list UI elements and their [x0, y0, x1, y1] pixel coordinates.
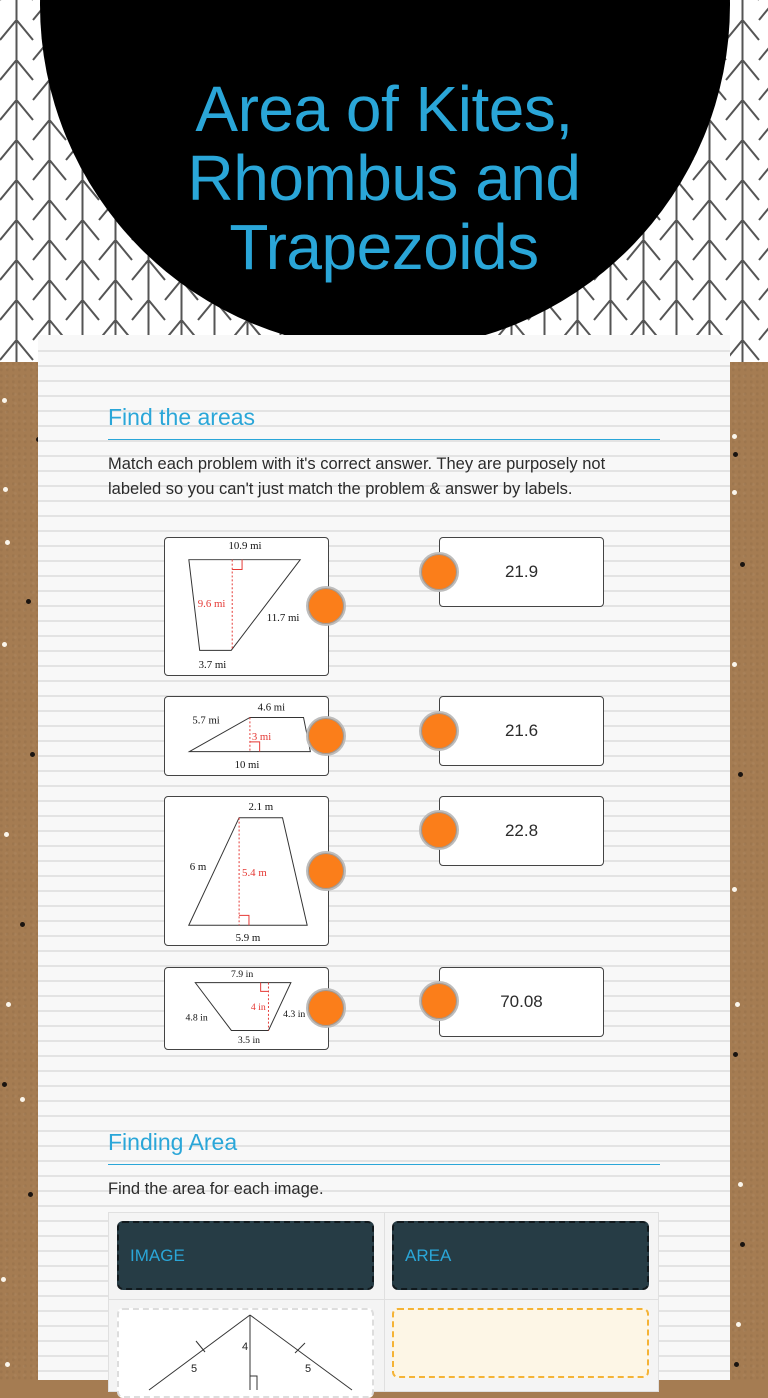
problem-card	[164, 537, 329, 676]
match-dot-answer-1[interactable]	[419, 552, 459, 592]
label-side: 6 m	[189, 861, 207, 874]
section-title-find-the-areas: Find the areas	[108, 403, 660, 440]
page-title	[0, 75, 768, 282]
label-bottom: 3.7 mi	[198, 659, 227, 672]
cork-pin-dot	[736, 1322, 741, 1327]
column-divider	[384, 1213, 385, 1391]
answer-card[interactable]	[439, 537, 604, 607]
answer-card[interactable]	[439, 967, 604, 1037]
cork-pin-dot	[732, 887, 737, 892]
label-right-side: 5	[305, 1363, 312, 1375]
answer-value: 21.6	[504, 721, 539, 740]
cork-pin-dot	[28, 1192, 33, 1197]
problem-card	[164, 967, 329, 1050]
image-cell	[117, 1308, 374, 1398]
column-header-image	[117, 1221, 374, 1290]
label-top: 4.6 mi	[257, 701, 286, 714]
label-side: 11.7 mi	[266, 611, 300, 624]
cork-pin-dot	[2, 642, 7, 647]
cork-pin-dot	[734, 1362, 739, 1367]
cork-pin-dot	[1, 1277, 6, 1282]
label-height: 5.4 m	[242, 866, 267, 879]
header-label: AREA	[405, 1245, 452, 1265]
label-height: 4 in	[250, 1001, 266, 1013]
label-height: 9.6 mi	[197, 597, 226, 610]
cork-pin-dot	[738, 1182, 743, 1187]
match-dot-problem-4[interactable]	[306, 988, 346, 1028]
label-bottom: 10 mi	[234, 759, 260, 772]
cork-pin-dot	[5, 540, 10, 545]
label-height: 4	[242, 1341, 249, 1353]
match-dot-problem-3[interactable]	[306, 851, 346, 891]
cork-pin-dot	[2, 1082, 7, 1087]
problem-card	[164, 696, 329, 776]
label-right: 4.3 in	[283, 1008, 306, 1020]
header-label: IMAGE	[130, 1245, 185, 1265]
match-dot-problem-2[interactable]	[306, 716, 346, 756]
section-description: Find the area for each image.	[108, 1180, 324, 1198]
answer-card[interactable]	[439, 796, 604, 866]
cork-pin-dot	[5, 1362, 10, 1367]
cork-pin-dot	[26, 599, 31, 604]
match-dot-answer-2[interactable]	[419, 711, 459, 751]
label-bottom: 5.9 m	[235, 932, 261, 945]
label-height: 3 mi	[251, 730, 272, 743]
title-line: Trapezoids	[229, 211, 539, 283]
image-area-table	[108, 1212, 659, 1392]
row-divider	[109, 1299, 658, 1300]
cork-pin-dot	[732, 662, 737, 667]
cork-pin-dot	[20, 1097, 25, 1102]
cork-pin-dot	[732, 434, 737, 439]
worksheet-paper	[38, 335, 730, 1380]
match-dot-answer-3[interactable]	[419, 810, 459, 850]
section-description: Match each problem with it's correct answer. They are purposely not labeled so you can't just match the problem & answer by labels.	[108, 455, 606, 498]
trapezoid-diagram	[165, 538, 328, 675]
cork-pin-dot	[3, 487, 8, 492]
cork-pin-dot	[2, 398, 7, 403]
trapezoid-diagram	[165, 697, 328, 775]
answer-value: 70.08	[500, 992, 543, 1011]
answer-card[interactable]	[439, 696, 604, 766]
cork-pin-dot	[6, 1002, 11, 1007]
label-left-side: 5	[191, 1363, 198, 1375]
match-dot-problem-1[interactable]	[306, 586, 346, 626]
cork-pin-dot	[4, 832, 9, 837]
title-line: Area of Kites,	[195, 73, 573, 145]
column-header-area	[392, 1221, 649, 1290]
label-top: 10.9 mi	[228, 539, 262, 552]
cork-pin-dot	[738, 772, 743, 777]
problem-card	[164, 796, 329, 946]
answer-value: 21.9	[504, 562, 539, 581]
section-title-finding-area: Finding Area	[108, 1128, 660, 1165]
cork-pin-dot	[732, 490, 737, 495]
area-drop-zone[interactable]	[392, 1308, 649, 1378]
label-top: 7.9 in	[230, 968, 254, 980]
title-line: Rhombus and	[187, 142, 581, 214]
trapezoid-diagram	[165, 968, 328, 1049]
cork-pin-dot	[735, 1002, 740, 1007]
cork-pin-dot	[733, 452, 738, 457]
label-side: 5.7 mi	[192, 714, 220, 727]
cork-pin-dot	[30, 752, 35, 757]
match-dot-answer-4[interactable]	[419, 981, 459, 1021]
label-left: 4.8 in	[185, 1012, 208, 1024]
cork-pin-dot	[740, 1242, 745, 1247]
label-top: 2.1 m	[248, 800, 274, 813]
answer-value: 22.8	[504, 821, 539, 840]
trapezoid-diagram	[165, 797, 328, 945]
kite-diagram	[119, 1310, 374, 1398]
cork-pin-dot	[20, 922, 25, 927]
label-bottom: 3.5 in	[237, 1035, 261, 1047]
cork-pin-dot	[733, 1052, 738, 1057]
cork-pin-dot	[740, 562, 745, 567]
